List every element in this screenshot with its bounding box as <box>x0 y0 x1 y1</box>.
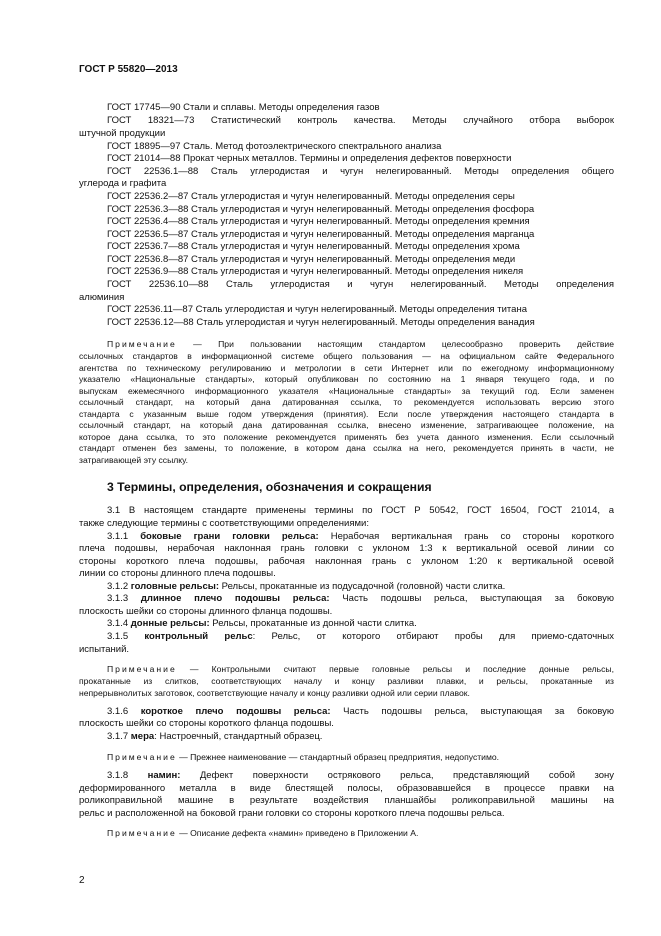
note-line: непрерывнолитых заготовок, соответствующие началу и концу разливки одной или серии плавок. <box>79 688 470 698</box>
note-line: которое дана ссылка, то это положение рекомендуется применять без учета данного изменения. Если ссылочный <box>79 432 614 442</box>
note-line: затрагивающей эту ссылку. <box>79 455 188 465</box>
paragraph-line: плеча подошвы, нерабочая наклонная грань головки с уклоном 1:3 к вертикальной осевой линии со <box>79 543 614 554</box>
ref-line: ГОСТ 22536.4—88 Сталь углеродистая и чугун нелегированный. Методы определения кремния <box>107 216 530 227</box>
term: донные рельсы: <box>130 618 210 629</box>
note-line: Примечание — При пользовании настоящим стандартом целесообразно проверить действие <box>107 339 614 349</box>
ref-line: ГОСТ 18321—73 Статистический контроль качества. Методы случайного отбора выборок <box>107 115 614 126</box>
term: боковые грани головки рельса: <box>140 531 319 542</box>
note-line: агентства по техническому регулированию и метрологии в сети Интернет или по ежегодному информационному <box>79 363 614 373</box>
ref-line: углерода и графита <box>79 178 167 189</box>
term: длинное плечо подошвы рельса: <box>140 593 330 604</box>
term: головные рельсы: <box>130 581 220 592</box>
note-line: стандарта с указанным выше годом утверждения (принятия). Если после утверждения настоящего стандарта в <box>79 409 614 419</box>
term: короткое плечо подошвы рельса: <box>140 706 331 717</box>
term-definition: 3.1.4 донные рельсы: Рельсы, прокатанные из донной части слитка. <box>107 618 417 629</box>
paragraph-line: плоскость шейки со стороны короткого фланца подошвы. <box>79 718 334 729</box>
ref-line: ГОСТ 22536.11—87 Сталь углеродистая и чугун нелегированный. Методы определения титана <box>107 304 527 315</box>
ref-line: ГОСТ 22536.5—87 Сталь углеродистая и чугун нелегированный. Методы определения марганца <box>107 229 535 240</box>
paragraph-line: линии со стороны длинного плеча подошвы. <box>79 568 276 579</box>
ref-line: ГОСТ 18895—97 Сталь. Метод фотоэлектрического спектрального анализа <box>107 141 442 152</box>
paragraph-line: стороны короткого плеча подошвы, рабочая наклонная грань с уклоном 1:20 к вертикальной осевой <box>79 556 614 567</box>
paragraph-line: рельс и расположенной на боковой грани головки со стороны короткого плеча подошвы рельса. <box>79 808 505 819</box>
ref-line: ГОСТ 22536.3—88 Сталь углеродистая и чугун нелегированный. Методы определения фосфора <box>107 204 535 215</box>
page-number: 2 <box>79 875 85 886</box>
ref-line: ГОСТ 22536.12—88 Сталь углеродистая и чугун нелегированный. Методы определения ванадия <box>107 317 535 328</box>
ref-line: штучной продукции <box>79 128 166 139</box>
note-line: Примечание — Описание дефекта «намин» приведено в Приложении А. <box>107 828 419 838</box>
paragraph-line: испытаний. <box>79 644 130 655</box>
ref-line: ГОСТ 21014—88 Прокат черных металлов. Термины и определения дефектов поверхности <box>107 153 512 164</box>
ref-line: ГОСТ 17745—90 Стали и сплавы. Методы определения газов <box>107 102 380 113</box>
paragraph-line: деформированного металла в виде блестящей полосы, образовавшейся в процессе правки на <box>79 783 614 794</box>
paragraph-line: роликоправильной машине в результате воздействия планшайбы роликоправильной машины на <box>79 795 614 806</box>
term: контрольный рельс <box>144 631 253 642</box>
ref-line: алюминия <box>79 292 125 303</box>
note-line: стандарт отменен без замены, то положение, в котором дана ссылка на него, рекомендуется принять в части, не <box>79 443 614 453</box>
term-definition: 3.1.5 контрольный рельс: Рельс, от которого отбирают пробы для приемо-сдаточных <box>107 631 614 642</box>
ref-line: ГОСТ 22536.8—87 Сталь углеродистая и чугун нелегированный. Методы определения меди <box>107 254 516 265</box>
term-definition: 3.1.6 короткое плечо подошвы рельса: Часть подошвы рельса, выступающая за боковую <box>107 706 614 717</box>
note-line: Примечание — Контрольными считают первые головные рельсы и последние донные рельсы, <box>107 664 614 674</box>
note-line: Примечание — Прежнее наименование — стандартный образец предприятия, недопустимо. <box>107 752 500 762</box>
section-title: 3 Термины, определения, обозначения и сокращения <box>107 480 432 494</box>
paragraph-line: плоскость шейки со стороны длинного фланца подошвы. <box>79 606 333 617</box>
ref-line: ГОСТ 22536.1—88 Сталь углеродистая и чугун нелегированный. Методы определения общего <box>107 166 614 177</box>
note-line: прокатанные из слитков, соответствующих началу и концу разливки плавки, и рельсы, прокатанные из <box>79 676 614 686</box>
paragraph-line: 3.1 В настоящем стандарте применены термины по ГОСТ Р 50542, ГОСТ 16504, ГОСТ 21014, а <box>107 505 614 516</box>
term-definition: 3.1.2 головные рельсы: Рельсы, прокатанные из подусадочной (головной) части слитка. <box>107 581 506 592</box>
ref-line: ГОСТ 22536.9—88 Сталь углеродистая и чугун нелегированный. Методы определения никеля <box>107 266 524 277</box>
ref-line: ГОСТ 22536.7—88 Сталь углеродистая и чугун нелегированный. Методы определения хрома <box>107 241 520 252</box>
ref-line: ГОСТ 22536.10—88 Сталь углеродистая и чугун нелегированный. Методы определения <box>107 279 614 290</box>
term: мера <box>130 731 155 742</box>
term-definition: 3.1.8 намин: Дефект поверхности острякового рельса, представляющий собой зону <box>107 770 614 781</box>
term-definition: 3.1.1 боковые грани головки рельса: Нерабочая вертикальная грань со стороны короткого <box>107 531 614 542</box>
ref-line: ГОСТ 22536.2—87 Сталь углеродистая и чугун нелегированный. Методы определения серы <box>107 191 515 202</box>
note-line: выпускам ежемесячного информационного указателя «Национальные стандарты» за текущий год. Если заменен <box>79 386 614 396</box>
note-line: ссылочный стандарт, на который дана датированная ссылка, то рекомендуется использовать версию этого <box>79 397 614 407</box>
paragraph-line: также следующие термины с соответствующими определениями: <box>79 518 369 529</box>
note-line: ссылочный стандарт, на который дана датированная ссылка, внесено изменение, затрагивающее положение, на <box>79 420 614 430</box>
document-header: ГОСТ Р 55820—2013 <box>79 64 178 75</box>
note-line: указателю «Национальные стандарты», который опубликован по состоянию на 1 января текущего года, и по <box>79 374 614 384</box>
term: намин: <box>147 770 181 781</box>
term-definition: 3.1.3 длинное плечо подошвы рельса: Часть подошвы рельса, выступающая за боковую <box>107 593 614 604</box>
note-line: ссылочных стандартов в информационной системе общего пользования — на официальном сайте Федерального <box>79 351 614 361</box>
term-definition: 3.1.7 мера: Настроечный, стандартный образец. <box>107 731 323 742</box>
